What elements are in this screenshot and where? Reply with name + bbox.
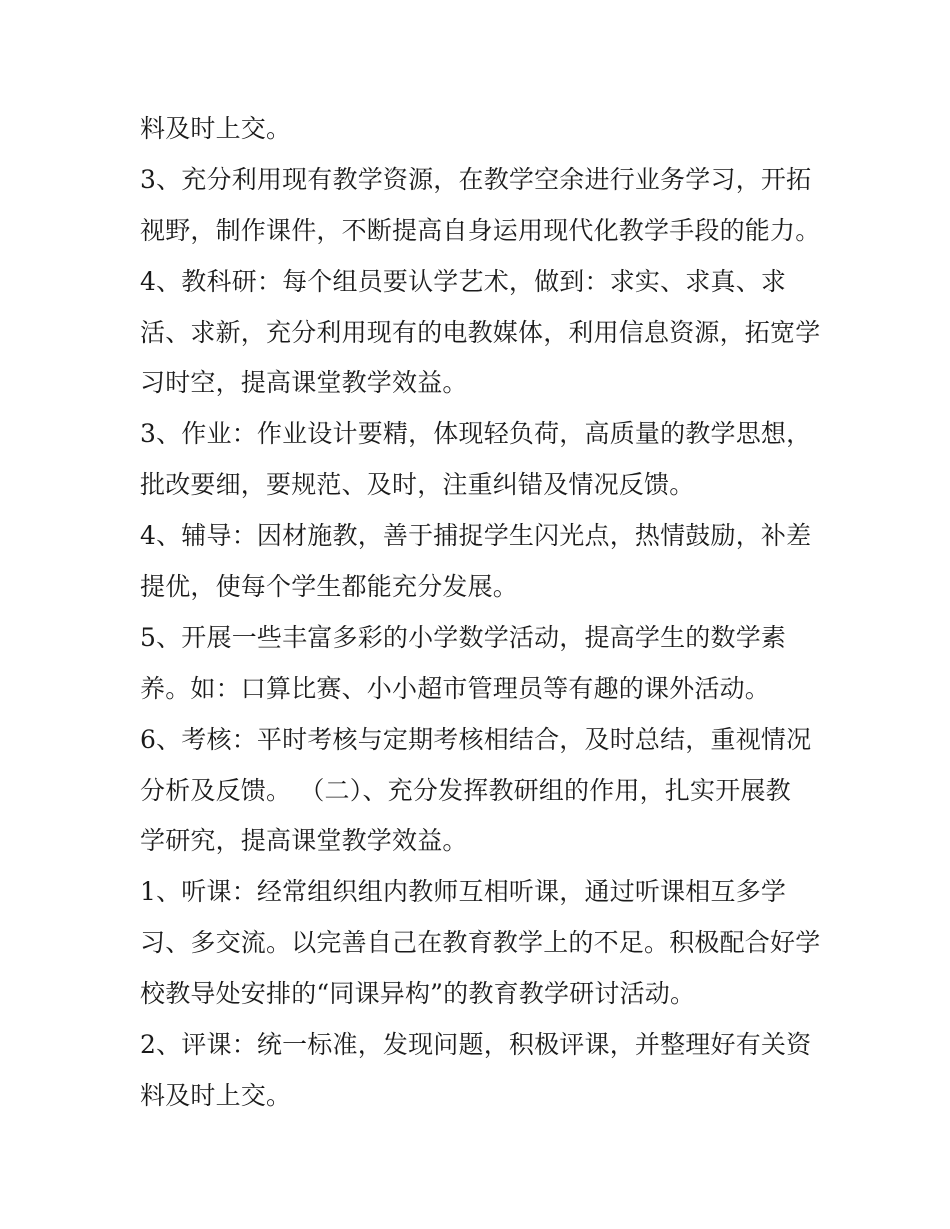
text-line: 5、开展一些丰富多彩的小学数学活动，提高学生的数学素 [140, 622, 787, 652]
text-line: 2、评课：统一标准，发现问题，积极评课，并整理好有关资 [140, 1030, 812, 1060]
document-body [140, 104, 840, 1122]
text-line: 料及时上交。 [140, 1080, 292, 1110]
text-line: 3、充分利用现有教学资源，在教学空余进行业务学习，开拓 [140, 164, 812, 194]
text-line: 4、教科研：每个组员要认学艺术，做到：求实、求真、求 [140, 266, 787, 296]
text-line: 分析及反馈。 （二）、充分发挥教研组的作用，扎实开展教 [140, 775, 791, 805]
text-line: 习时空，提高课堂教学效益。 [140, 368, 468, 398]
text-line: 批改要细，要规范、及时，注重纠错及情况反馈。 [140, 470, 695, 500]
text-line: 提优，使每个学生都能充分发展。 [140, 572, 519, 602]
text-line: 1、听课：经常组织组内教师互相听课，通过听课相互多学 [140, 877, 787, 907]
text-line: 视野，制作课件，不断提高自身运用现代化教学手段的能力。 [140, 215, 821, 245]
text-line: 料及时上交。 [140, 114, 292, 143]
text-line: 校教导处安排的“同课异构”的教育教学研讨活动。 [140, 979, 696, 1009]
text-line: 学研究，提高课堂教学效益。 [140, 826, 468, 856]
text-line: 习、多交流。以完善自己在教育教学上的不足。积极配合好学 [140, 928, 821, 958]
text-line: 4、辅导：因材施教，善于捕捉学生闪光点，热情鼓励，补差 [140, 521, 812, 551]
text-line: 养。如：口算比赛、小小超市管理员等有趣的课外活动。 [140, 673, 771, 703]
text-line: 6、考核：平时考核与定期考核相结合，及时总结，重视情况 [140, 724, 812, 754]
text-line: 活、求新，充分利用现有的电教媒体，利用信息资源，拓宽学 [140, 317, 821, 347]
text-line: 3、作业：作业设计要精，体现轻负荷，高质量的教学思想， [140, 419, 812, 449]
